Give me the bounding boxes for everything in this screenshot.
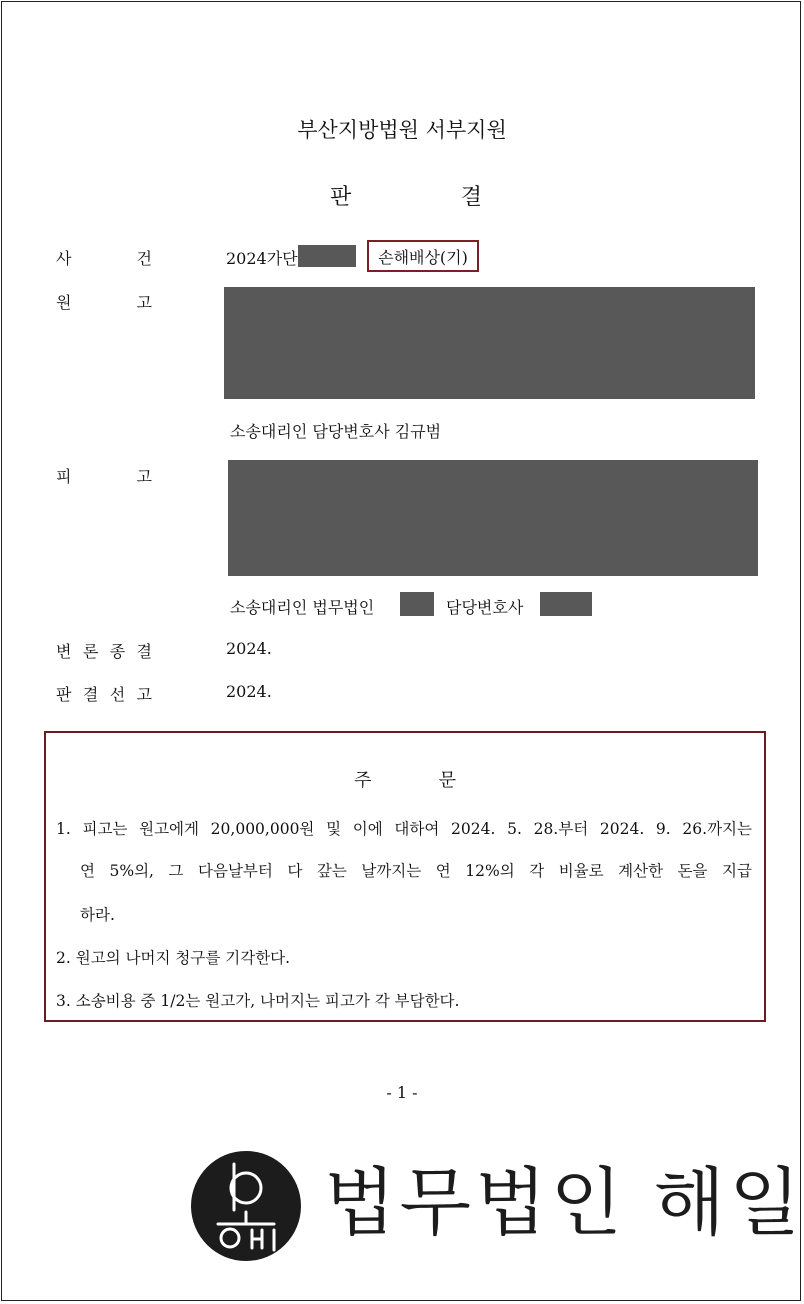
document-title [330, 180, 482, 211]
case-type-box [367, 240, 479, 272]
defendant-label-char: 고 [136, 467, 152, 486]
order-title-char: 문 [438, 770, 456, 791]
closing-label-char: 결 [136, 642, 152, 661]
sentencing-label-char: 판 [56, 685, 72, 704]
sentencing-label-char: 고 [136, 685, 152, 704]
closing-label [56, 639, 152, 662]
order-item-2: 2. 원고의 나머지 청구를 기각한다. [56, 949, 291, 967]
closing-label-char: 론 [82, 642, 99, 661]
closing-label-char: 변 [56, 642, 72, 661]
law-firm-emblem-icon [190, 1150, 302, 1262]
order-title-char: 주 [354, 770, 372, 791]
order-item-1-line-1: 1. 피고는 원고에게 20,000,000원 및 이에 대하여 2024. 5. 28.부터 2024. 9. 26.까지는 [56, 820, 752, 838]
redaction-lawyer-name [540, 592, 592, 616]
order-item-1-line-2: 연 5%의, 그 다음날부터 다 갚는 날까지는 연 12%의 각 비율로 계산한 돈을 지급 [80, 862, 752, 880]
plaintiff-representative: 소송대리인 담당변호사 김규범 [230, 422, 442, 441]
defendant-representative-prefix: 소송대리인 법무법인 [230, 598, 375, 617]
redaction-case-number [298, 245, 356, 267]
plaintiff-label-char: 원 [56, 293, 72, 312]
case-number: 2024가단 [226, 249, 298, 268]
document-title-char: 판 [330, 185, 352, 210]
order-item-3: 3. 소송비용 중 1/2는 원고가, 나머지는 피고가 각 부담한다. [56, 992, 460, 1010]
case-type: 손해배상(기) [378, 247, 468, 267]
court-name: 부산지방법원 서부지원 [297, 118, 507, 142]
case-label-char: 사 [56, 249, 72, 268]
plaintiff-label [56, 290, 152, 313]
redaction-defendant [228, 460, 758, 576]
defendant-representative-middle: 담당변호사 [446, 598, 524, 617]
case-label [56, 246, 152, 269]
sentencing-date: 2024. [226, 682, 272, 701]
closing-label-char: 종 [109, 642, 126, 661]
plaintiff-label-char: 고 [136, 293, 152, 312]
sentencing-label-char: 선 [109, 685, 126, 704]
sentencing-label [56, 682, 152, 705]
redaction-plaintiff [224, 287, 755, 399]
closing-date: 2024. [226, 639, 272, 658]
document-title-char: 결 [460, 185, 482, 210]
case-label-char: 건 [136, 249, 152, 268]
defendant-label-char: 피 [56, 467, 72, 486]
redaction-law-firm [400, 592, 434, 616]
page-number: - 1 - [386, 1083, 418, 1102]
sentencing-label-char: 결 [82, 685, 99, 704]
order-item-1-line-3: 하라. [80, 906, 115, 924]
order-title [354, 766, 456, 792]
law-firm-logo-text: 법무법인 해일 [324, 1160, 804, 1246]
defendant-label [56, 464, 152, 487]
